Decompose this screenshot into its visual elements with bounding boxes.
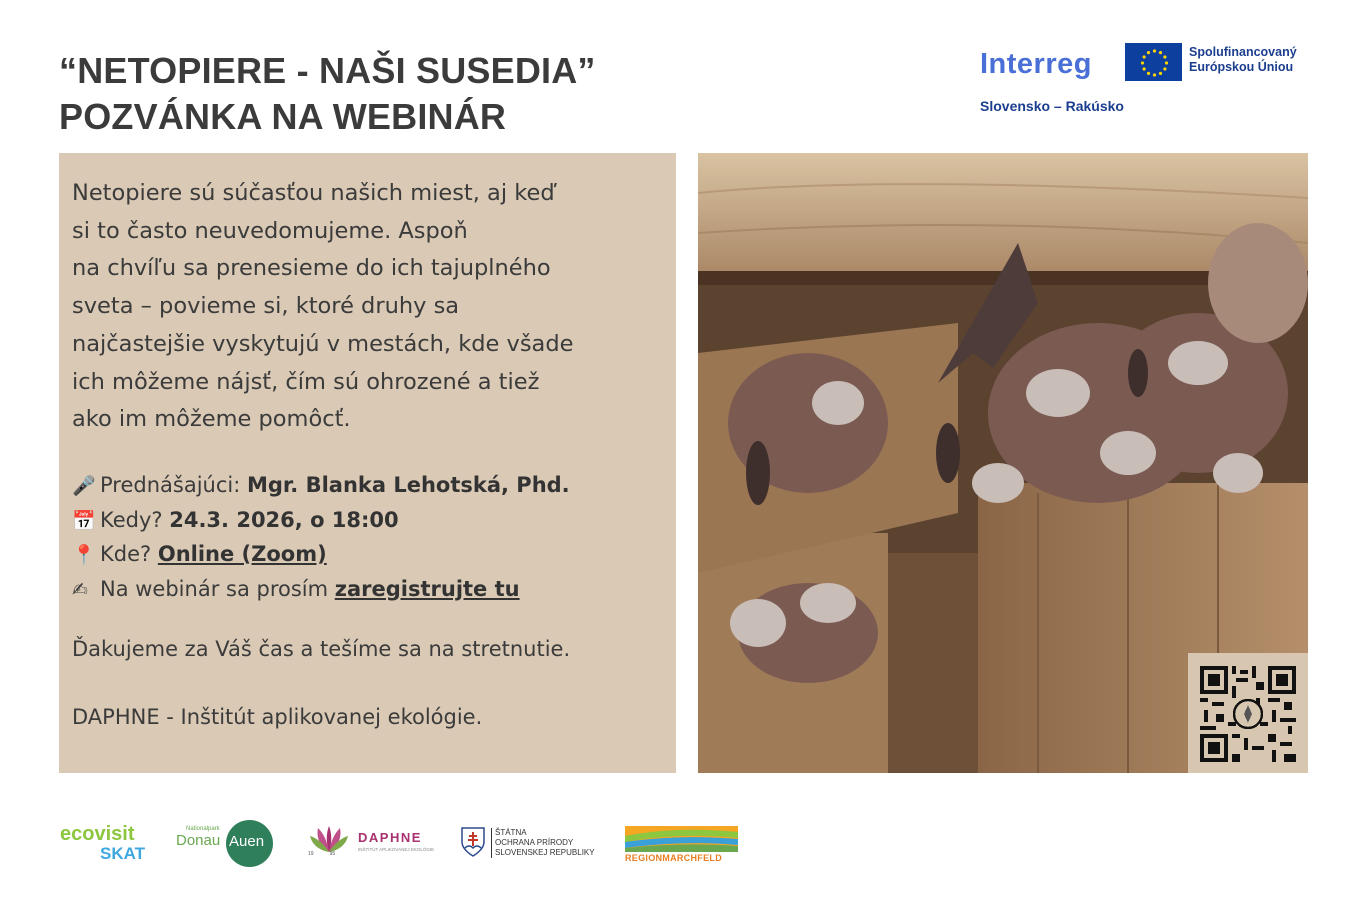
location-label: Kde? <box>100 542 158 566</box>
writing-hand-icon: ✍ <box>72 578 88 601</box>
intro-line: sveta – povieme si, ktoré druhy sa <box>72 293 460 320</box>
microphone-icon: 🎤 <box>72 475 96 497</box>
pin-icon: 📍 <box>72 544 96 566</box>
title-line-2: POZVÁNKA NA WEBINÁR <box>59 96 507 137</box>
register-link[interactable]: zaregistrujte tu <box>334 576 520 601</box>
daphne-year-left: 19 <box>308 851 314 857</box>
page-title <box>59 48 596 140</box>
interreg-logo <box>980 40 1310 120</box>
daphne-flower-icon <box>308 824 350 854</box>
intro-line: ako im môžeme pomôcť. <box>72 406 351 433</box>
auen-circle-icon <box>226 820 273 867</box>
intro-line: ich môžeme nájsť, čím sú ohrozené a tiež <box>72 368 540 395</box>
organization-text: DAPHNE - Inštitút aplikovanej ekológie. <box>72 705 483 729</box>
bats-photo <box>698 153 1308 773</box>
marchfeld-word: REGIONMARCHFELD <box>625 853 722 863</box>
ecovisit-skat-logo <box>60 825 145 875</box>
qr-code-box <box>1188 653 1308 773</box>
calendar-icon: 📅 <box>72 509 96 532</box>
eu-flag-icon <box>1125 43 1182 81</box>
region-marchfeld-logo <box>625 826 740 864</box>
daphne-subtitle: INŠTITÚT APLIKOVANEJ EKOLÓGIE <box>358 847 435 852</box>
date-row <box>72 504 672 539</box>
speaker-label: Prednášajúci: <box>100 473 247 497</box>
thanks-text: Ďakujeme za Váš čas a tešíme sa na stretnutie. <box>72 637 571 661</box>
speaker-name: Mgr. Blanka Lehotská, Phd. <box>246 473 570 497</box>
date-value: 24.3. 2026, o 18:00 <box>169 507 399 532</box>
register-label: Na webinár sa prosím <box>100 576 335 601</box>
intro-line: na chvíľu sa prenesieme do ich tajuplného <box>72 255 551 282</box>
donau-auen-logo <box>176 820 276 870</box>
donau-small-text: Nationalpark <box>186 826 220 832</box>
sop-line-1: ŠTÁTNA <box>495 828 527 837</box>
intro-line: najčastejšie vyskytujú v mestách, kde všade <box>72 330 574 357</box>
daphne-logo <box>306 824 436 874</box>
daphne-year-right: 95 <box>329 851 336 857</box>
eu-cofunded-text <box>1189 45 1297 75</box>
zoom-link[interactable]: Online (Zoom) <box>157 542 327 566</box>
ecovisit-word: ecovisit <box>60 823 135 845</box>
donau-word: Donau <box>176 832 221 849</box>
sop-sr-text <box>491 828 595 858</box>
intro-line: Netopiere sú súčasťou našich miest, aj keď <box>72 180 555 206</box>
intro-line: si to často neuvedomujeme. Aspoň <box>72 217 468 244</box>
slovak-emblem-icon <box>460 826 486 858</box>
event-details <box>72 469 672 607</box>
text-panel <box>59 153 676 773</box>
eu-text-line-1: Spolufinancovaný <box>1189 45 1297 59</box>
daphne-name: DAPHNE <box>358 830 422 845</box>
sop-line-2: OCHRANA PRÍRODY <box>495 838 574 847</box>
date-label: Kedy? <box>100 507 170 532</box>
daphne-years <box>308 851 335 857</box>
qr-code-icon <box>1200 666 1296 762</box>
register-row <box>72 573 672 608</box>
sop-sr-logo <box>460 826 600 876</box>
sop-line-3: SLOVENSKEJ REPUBLIKY <box>495 848 595 857</box>
marchfeld-fields-icon <box>625 826 738 852</box>
speaker-row <box>72 469 672 504</box>
auen-word: Auen <box>229 833 265 850</box>
location-row <box>72 538 672 573</box>
intro-paragraph <box>72 175 672 439</box>
skat-word: SKAT <box>100 844 146 863</box>
title-line-1: “NETOPIERE - NAŠI SUSEDIA” <box>59 50 596 91</box>
program-region: Slovensko – Rakúsko <box>980 98 1124 114</box>
eu-text-line-2: Európskou Úniou <box>1189 60 1294 74</box>
interreg-wordmark: Interreg <box>980 48 1092 80</box>
